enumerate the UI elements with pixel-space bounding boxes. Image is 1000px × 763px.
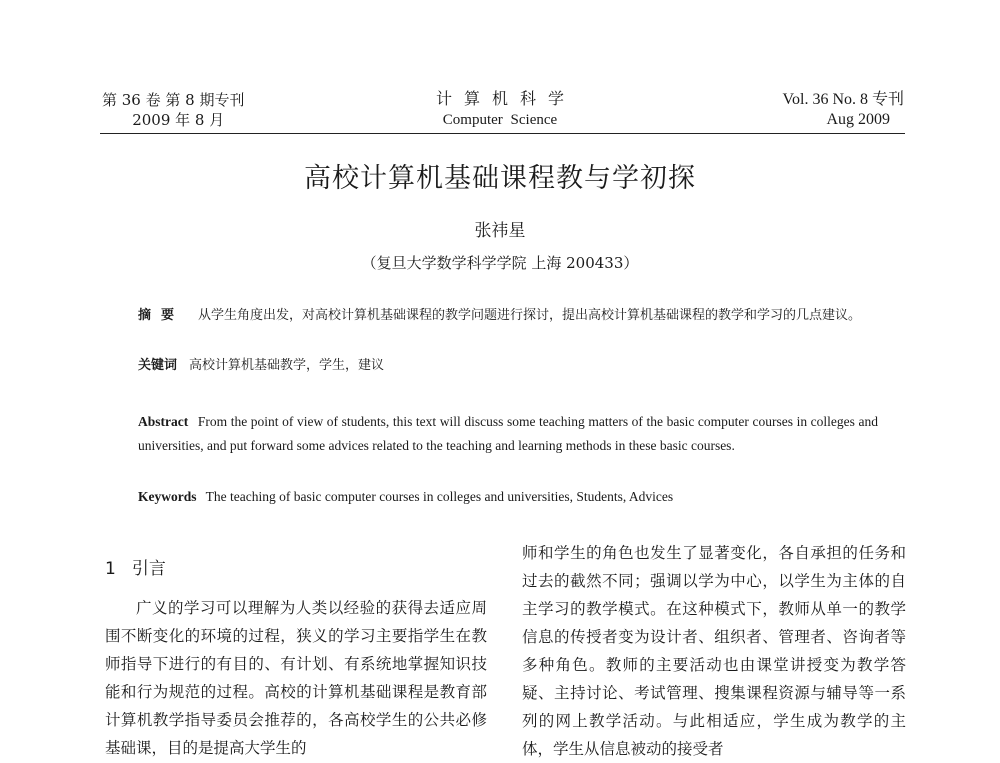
author-name: 张祎星 [474, 221, 526, 241]
keywords-en-text: The teaching of basic computer courses in colleges and universities, Students, Advices [205, 489, 674, 504]
abstract-en-label: Abstract [138, 414, 189, 429]
abstract-cn-text: 从学生角度出发，对高校计算机基础课程的教学问题进行探讨，提出高校计算机基础课程的教学和学习的几点建议。 [198, 308, 862, 323]
paper-title: 高校计算机基础课程教与学初探 [304, 163, 696, 194]
abstract-cn [138, 304, 876, 328]
abstract-en [138, 410, 878, 458]
keywords-cn-text: 高校计算机基础教学，学生，建议 [189, 358, 385, 373]
keywords-en [138, 487, 878, 507]
journal-name-cn: 计算机科学 [435, 89, 576, 108]
keywords-en-label: Keywords [138, 489, 197, 504]
body-column-left [105, 594, 487, 762]
journal-name-en: Computer Science [442, 112, 558, 128]
keywords-cn [138, 356, 876, 376]
header-divider [100, 133, 905, 134]
volume-issue: 第 36 卷 第 8 期专刊 [102, 91, 245, 109]
author-affiliation: （复旦大学数学科学学院 上海 200433） [361, 254, 639, 272]
publication-date-en: Aug 2009 [826, 111, 890, 128]
running-header-right [783, 90, 905, 130]
abstract-cn-label: 摘要 [138, 308, 185, 323]
volume-issue-en: Vol. 36 No. 8 专刊 [782, 91, 904, 108]
body-column-right [522, 539, 906, 763]
section-heading [105, 554, 166, 579]
abstract-en-text: From the point of view of students, this text will discuss some teaching matters of the basic computer courses in colleges and universities, and put forward some advices related to the teaching and learning methods in these basic courses. [138, 414, 878, 453]
section-title: 引言 [131, 559, 166, 579]
publication-date-cn: 2009 年 8 月 [132, 111, 225, 129]
keywords-cn-label: 关键词 [138, 358, 178, 373]
body-paragraph: 师和学生的角色也发生了显著变化，各自承担的任务和过去的截然不同；强调以学为中心，以学生为主体的自主学习的教学模式。在这种模式下，教师从单一的教学信息的传授者变为设计者、组织者、管理者、咨询者等多种角色。教师的主要活动也由课堂讲授变为教学答疑、主持讨论、考试管理、搜集课程资源与辅导等一系列的网上教学活动。与此相适应，学生成为教学的主体，学生从信息被动的接受者 [522, 544, 906, 758]
section-number: 1 [105, 559, 116, 579]
body-paragraph: 广义的学习可以理解为人类以经验的获得去适应周围不断变化的环境的过程，狭义的学习主要指学生在教师指导下进行的有目的、有计划、有系统地掌握知识技能和行为规范的过程。高校的计算机基础课程是教育部计算机教学指导委员会推荐的，各高校学生的公共必修基础课，目的是提高大学生的 [105, 599, 487, 757]
